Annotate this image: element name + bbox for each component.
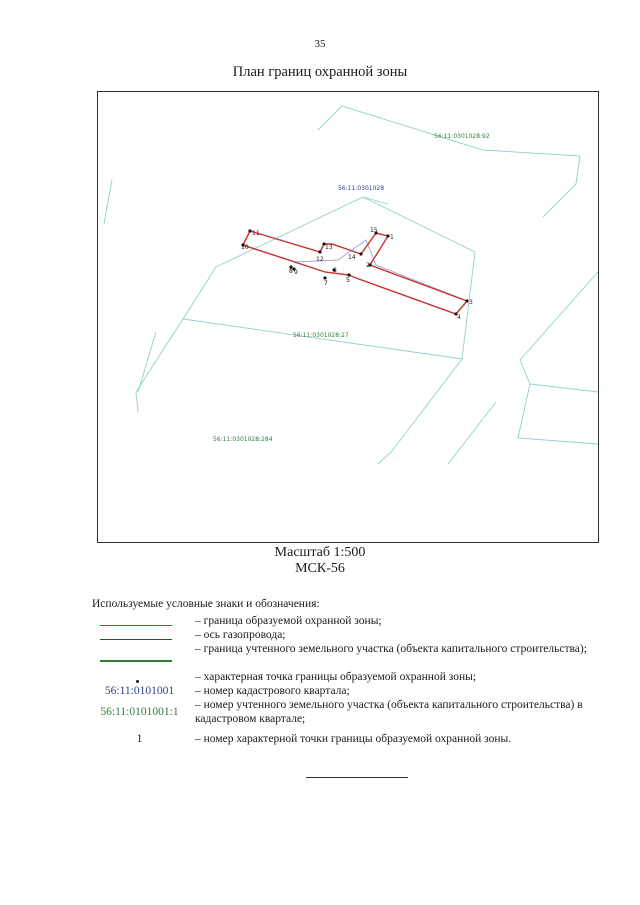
legend-title: Используемые условные знаки и обозначения: xyxy=(92,598,320,610)
point-label-5: 5 xyxy=(346,277,350,284)
legend-item-parcel-boundary xyxy=(92,642,602,670)
parcel-boundary-se xyxy=(520,272,598,360)
legend-symbol-parcel-number: 56:11:0101001:1 xyxy=(100,706,179,718)
parcel-boundary-quarter-west xyxy=(104,180,112,224)
legend-item-zone-boundary xyxy=(92,614,602,628)
boundary-map xyxy=(97,91,599,543)
map-canvas xyxy=(98,92,598,542)
legend-item-characteristic-point xyxy=(92,670,602,684)
parcel-boundary-road xyxy=(448,402,496,464)
legend-text: – номер кадастрового квартала; xyxy=(195,685,350,697)
parcel-boundary-s xyxy=(138,332,156,392)
gas-axis-line xyxy=(244,240,460,298)
point-label-1: 1 xyxy=(390,234,394,241)
legend-text: – ось газопровода; xyxy=(195,629,286,641)
legend-text: – номер характерной точки границы образуемой охранной зоны. xyxy=(195,733,512,745)
legend-text: – номер учтенного земельного участка (объекта капитального строительства) в кадастровом квартале; xyxy=(195,699,583,725)
point-label-10: 10 xyxy=(241,244,249,251)
page-title: План границ охранной зоны xyxy=(232,64,408,80)
point-label-13: 13 xyxy=(325,244,333,251)
legend-item-parcel-number xyxy=(92,698,602,726)
legend-text: – граница учтенного земельного участка (объекта капитального строительства); xyxy=(195,643,587,655)
blue-line-swatch xyxy=(100,639,172,640)
legend-item-gas-axis xyxy=(92,628,602,642)
footer-rule xyxy=(306,777,408,778)
point-label-12: 12 xyxy=(316,256,324,263)
red-line-swatch xyxy=(100,625,172,626)
page-number: 35 xyxy=(314,38,326,50)
legend-text: – характерная точка границы образуемой охранной зоны; xyxy=(195,671,477,683)
coordinate-system: МСК-56 xyxy=(295,561,345,576)
legend-symbol-point-number: 1 xyxy=(136,733,143,745)
point-label-7: 7 xyxy=(324,280,328,287)
parcel-boundary-se3 xyxy=(518,384,598,444)
point-label-8: 8 xyxy=(289,268,293,275)
point-label-9: 9 xyxy=(294,269,298,276)
legend-item-quarter-number xyxy=(92,684,602,698)
point-label-14: 14 xyxy=(348,254,356,261)
parcel-boundaries xyxy=(104,106,598,464)
parcel-label-27: 56:11:0301028:27 xyxy=(293,332,349,339)
scale-ratio: Масштаб 1:500 xyxy=(274,545,366,560)
point-label-11: 11 xyxy=(252,230,260,237)
green-line-swatch xyxy=(100,660,172,662)
point-label-2: 2 xyxy=(366,262,370,269)
parcel-boundary-92 xyxy=(318,106,580,217)
point-label-6: 6 xyxy=(333,267,337,274)
dot-swatch xyxy=(136,680,139,683)
parcel-label-92: 56:11:0301028:92 xyxy=(434,133,490,140)
parcel-label-284: 56:11:0301028:284 xyxy=(213,436,273,443)
quarter-label: 56:11:0301028 xyxy=(338,185,385,192)
legend-item-point-number xyxy=(92,732,602,746)
point-14 xyxy=(359,252,362,255)
scale-block xyxy=(0,545,640,577)
gas-axis xyxy=(244,240,460,298)
zone-boundary-polygon xyxy=(243,231,467,314)
parcel-boundary-284 xyxy=(136,319,183,412)
point-12 xyxy=(318,250,321,253)
point-label-4: 4 xyxy=(457,314,461,321)
parcel-boundary-284-east xyxy=(378,359,462,464)
legend-text: – граница образуемой охранной зоны; xyxy=(195,615,382,627)
characteristic-points xyxy=(241,229,468,315)
point-label-15: 15 xyxy=(370,227,378,234)
legend-symbol-quarter-number: 56:11:0101001 xyxy=(104,685,175,697)
point-label-3: 3 xyxy=(469,299,473,306)
parcel-boundary-se2 xyxy=(520,360,598,392)
